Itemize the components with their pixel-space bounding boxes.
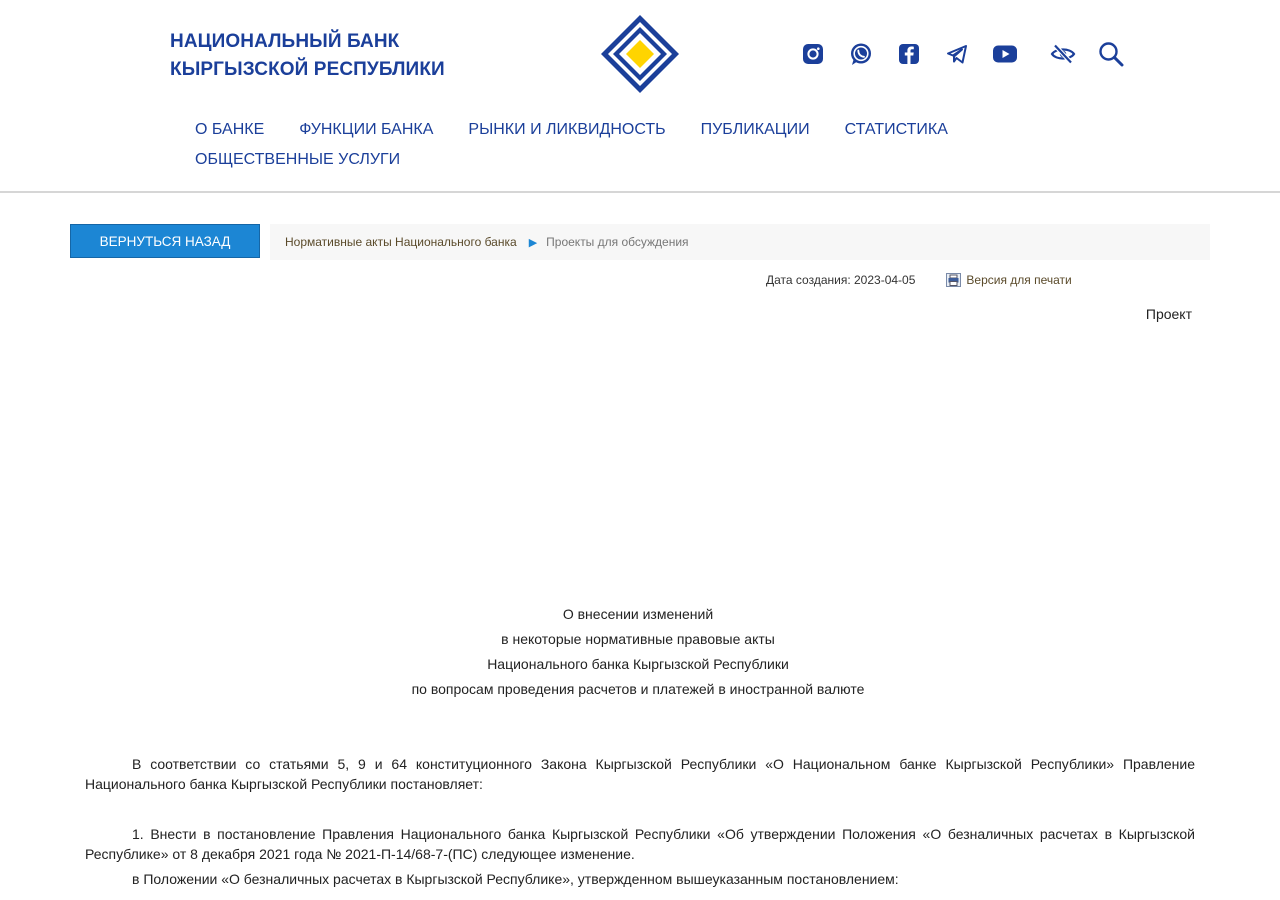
site-header (0, 0, 1280, 193)
main-nav (195, 115, 1095, 175)
document-title-line: по вопросам проведения расчетов и платежей в иностранной валюте (411, 681, 865, 697)
youtube-icon[interactable] (992, 40, 1018, 68)
created-label: Дата создания: (766, 273, 851, 287)
nav-item-public-services[interactable]: ОБЩЕСТВЕННЫЕ УСЛУГИ (195, 151, 401, 168)
breadcrumb-current: Проекты для обсуждения (546, 235, 689, 249)
telegram-icon[interactable] (944, 40, 970, 68)
document-title-line: Национального банка Кыргызской Республики (487, 656, 789, 672)
nav-item-markets[interactable]: РЫНКИ И ЛИКВИДНОСТЬ (468, 121, 666, 138)
bank-name-line2: КЫРГЫЗСКОЙ РЕСПУБЛИКИ (170, 59, 445, 80)
nav-item-publications[interactable]: ПУБЛИКАЦИИ (700, 121, 810, 138)
breadcrumb (270, 224, 1210, 260)
nav-item-about[interactable]: О БАНКЕ (195, 121, 265, 138)
breadcrumb-link[interactable]: Нормативные акты Национального банка (285, 235, 517, 249)
visually-impaired-icon[interactable] (1050, 40, 1076, 68)
printer-icon (946, 273, 961, 287)
whatsapp-icon[interactable] (848, 40, 874, 68)
bank-name-line1: НАЦИОНАЛЬНЫЙ БАНК (170, 31, 400, 52)
instagram-icon[interactable] (800, 40, 826, 68)
document-title-line: О внесении изменений (562, 606, 714, 622)
document-preamble: В соответствии со статьями 5, 9 и 64 конституционного Закона Кыргызской Республики «О Национальном банке Кыргызской Республики» Правление Национального банка Кыргызской Республики постановляет: (85, 756, 1195, 792)
bank-logo[interactable] (599, 13, 681, 95)
created-date: 2023-04-05 (854, 273, 916, 287)
breadcrumb-arrow-icon: ▶ (528, 236, 538, 249)
document-item-1: 1. Внести в постановление Правления Национального банка Кыргызской Республики «Об утверждении Положения «О безналичных расчетах в Кыргызской Республике» от 8 декабря 2021 года № 2021-П-14/68-7-(ПС) следующее изменение. (85, 826, 1195, 862)
back-button[interactable]: ВЕРНУТЬСЯ НАЗАД (70, 224, 260, 258)
document-status: Проект (1145, 306, 1192, 322)
document-title-line: в некоторые нормативные правовые акты (501, 631, 775, 647)
nav-item-statistics[interactable]: СТАТИСТИКА (844, 121, 948, 138)
document-meta (766, 272, 1072, 288)
facebook-icon[interactable] (896, 40, 922, 68)
document-item-1-sub: в Положении «О безналичных расчетах в Кыргызской Республике», утвержденном вышеуказанным постановлением: (132, 871, 899, 887)
print-version-label: Версия для печати (966, 273, 1072, 287)
search-icon[interactable] (1098, 40, 1124, 68)
print-version-link[interactable] (946, 273, 1071, 287)
bank-name[interactable] (170, 28, 445, 84)
nav-item-functions[interactable]: ФУНКЦИИ БАНКА (299, 121, 434, 138)
